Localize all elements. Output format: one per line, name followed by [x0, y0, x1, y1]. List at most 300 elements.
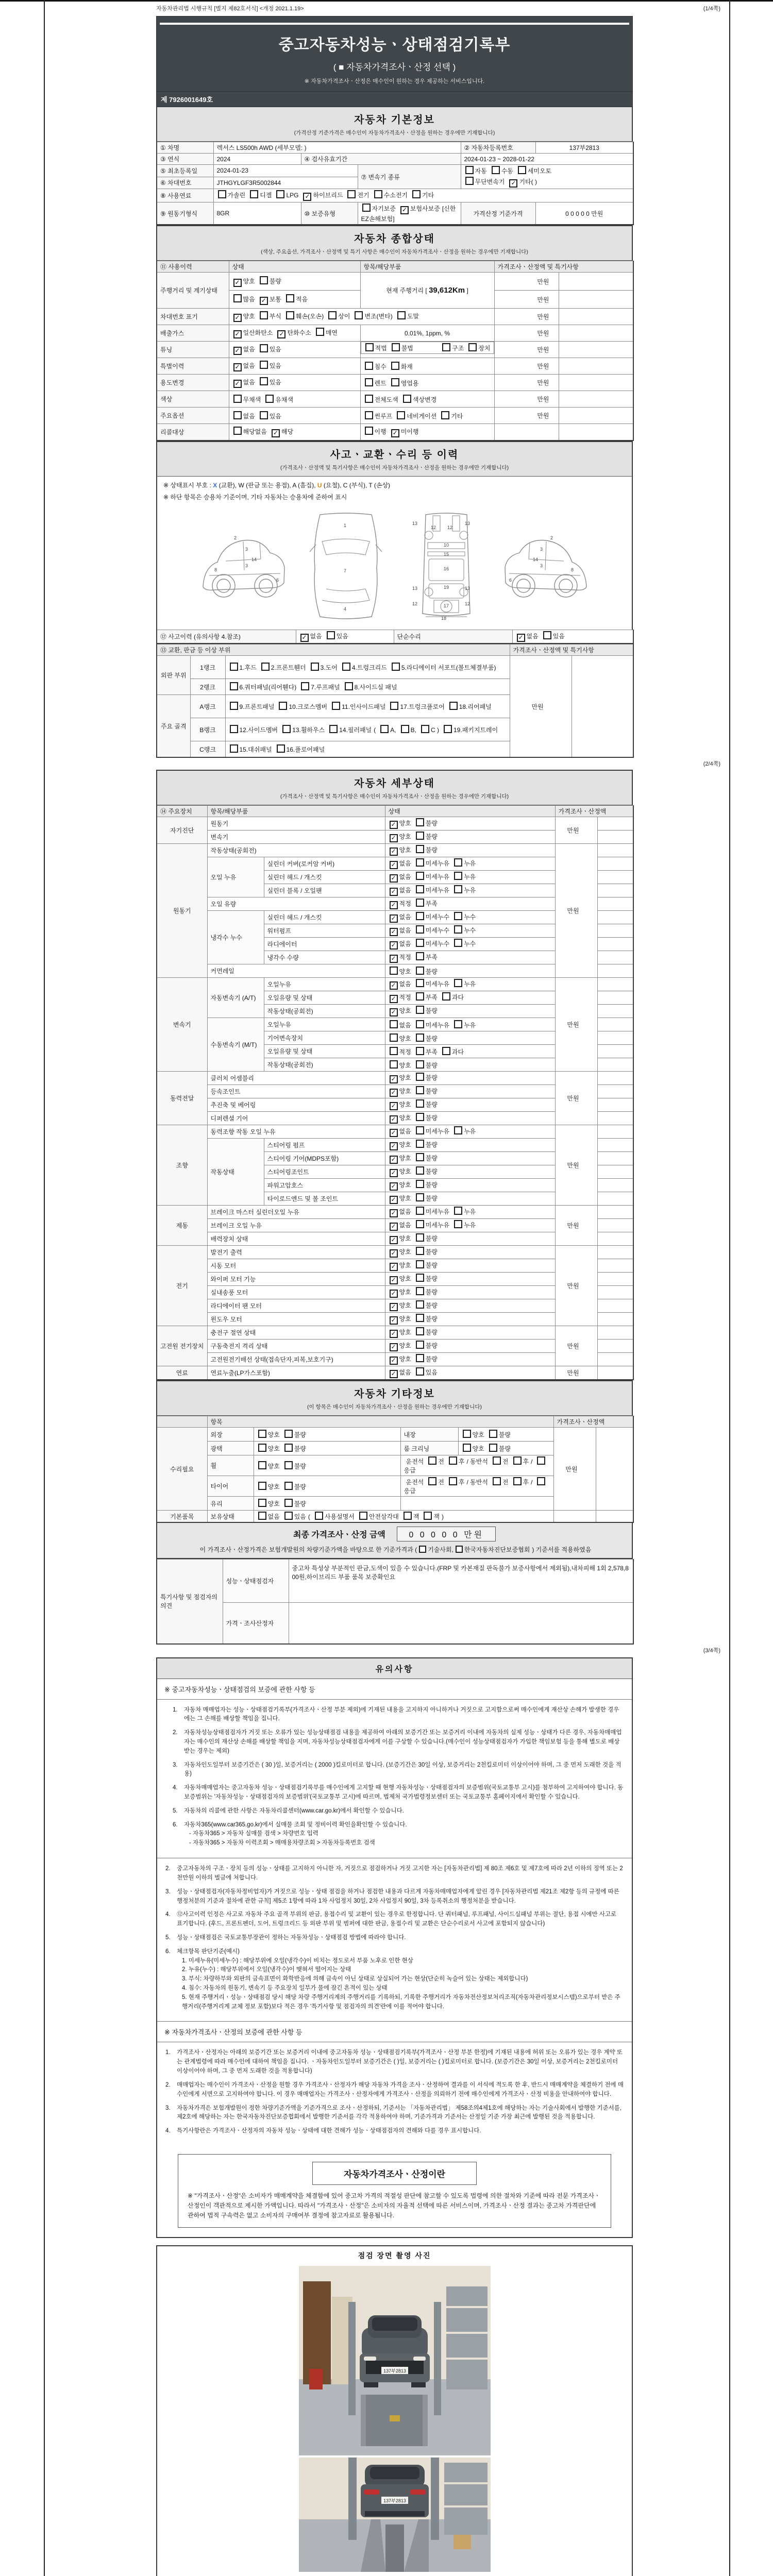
reg-no-value: 137부2813	[535, 142, 633, 154]
checkbox-label: 2.프론트휀더	[271, 664, 306, 671]
detail-table	[156, 805, 634, 1380]
checkbox	[258, 1499, 266, 1507]
table-cell: 만원	[494, 358, 559, 375]
table-row	[157, 358, 633, 375]
header-divider	[160, 23, 629, 25]
checkbox-label: 양호	[399, 1248, 411, 1256]
mileage-text: 현재 주행거리 [	[386, 287, 429, 294]
table-cell	[385, 871, 555, 884]
checkbox: ✓	[390, 1357, 398, 1365]
table-cell: 주행거리 및 계기상태	[157, 273, 229, 309]
checkbox-label: 양호	[267, 1462, 280, 1470]
inline-text: ) 기준서를 적용하였음	[532, 1546, 592, 1553]
warranty-options	[358, 202, 461, 225]
table-row	[157, 342, 633, 358]
checkbox	[465, 177, 474, 185]
checkbox	[537, 1456, 545, 1465]
table-cell	[360, 408, 494, 424]
notice-item	[165, 2081, 624, 2099]
page-marker-3: (3/4쪽)	[703, 1647, 720, 1654]
table-row	[157, 817, 633, 831]
checkbox-label: 적정	[399, 1048, 411, 1056]
checkbox-label: 없음	[243, 346, 255, 353]
checkbox	[390, 967, 398, 975]
exchange-label: ⑬ 교환, 판금 등 이상 부위	[157, 645, 510, 656]
table-cell	[597, 1366, 633, 1380]
notice-sub-line: 4. 침수: 자동차의 원동기, 변속기 등 주요장치 일부가 물에 잠긴 흔적이 있는 상태	[182, 1985, 388, 1991]
first-reg-value: 2024-01-23	[213, 165, 358, 177]
table-cell	[597, 1273, 633, 1286]
checkbox-label: 전	[438, 1479, 444, 1486]
checkbox	[260, 411, 268, 419]
checkbox: ✓	[390, 1075, 398, 1083]
table-cell	[385, 991, 555, 1005]
table-cell: 기어변속장치	[264, 1031, 385, 1045]
checkbox-label: 불량	[425, 1007, 438, 1014]
checkbox	[404, 1512, 412, 1520]
checkbox: ✓	[390, 1303, 398, 1311]
checkbox	[315, 1512, 323, 1520]
legend-segment: ※ 상태표시 부호 :	[163, 482, 213, 489]
table-cell	[254, 1511, 553, 1523]
checkbox: ✓	[390, 981, 398, 990]
checkbox	[301, 682, 309, 690]
checkbox-label: 없음	[243, 362, 255, 369]
table-cell: 오일 유량	[207, 897, 385, 911]
table-cell: 오일 누유	[207, 857, 264, 897]
table-cell: 보유상태	[207, 1511, 254, 1523]
checkbox	[233, 411, 242, 419]
table-cell	[385, 1179, 555, 1192]
svg-text:16: 16	[443, 566, 449, 571]
checkbox	[444, 725, 452, 733]
checkbox	[513, 1477, 522, 1485]
final-price-amount: 0 0 0 0 0 만원	[397, 1527, 496, 1541]
table-cell	[385, 1192, 555, 1206]
table-cell	[597, 1165, 633, 1179]
table-cell	[385, 1165, 555, 1179]
checkbox-label: 불량	[294, 1445, 306, 1452]
checkbox: ✓	[390, 1102, 398, 1110]
table-cell	[385, 844, 555, 857]
checkbox-label: 불량	[294, 1462, 306, 1470]
table-cell	[385, 884, 555, 897]
table-cell	[559, 391, 633, 408]
inline-text: 이 가격조사ㆍ산정가격은 보험개발원의 차량기준가액을 바탕으로 한 기준가격과 (	[199, 1546, 417, 1553]
notice-item-number: 1.	[165, 2049, 171, 2056]
table-cell: 브레이크 오일 누유	[207, 1219, 385, 1232]
checkbox	[454, 939, 462, 947]
table-row	[157, 844, 633, 857]
car-name-value: 렉서스 LS500h AWD (세부모델: )	[213, 142, 461, 154]
table-cell: 충전구 절연 상태	[207, 1326, 385, 1340]
checkbox-label: 안전삼각대	[368, 1513, 399, 1520]
table-cell: 만원	[494, 273, 559, 291]
car-diagram	[194, 510, 596, 622]
checkbox-label: 양호	[399, 1355, 411, 1363]
checkbox: ✓	[390, 1089, 398, 1097]
summary-col-state: 상태	[229, 261, 360, 273]
notice-item-text: 성능ㆍ상태점검자(자동차정비업자)가 거짓으로 성능ㆍ상태 점검을 하거나 점검한 내용과 다르게 자동차매매업자에게 알린 경우 [자동차관리법 제21조 제2항 등의 규정에 따른 행정처분의 기준과 절차에 관한 규칙] 제5조 1항에 따라 1차 사업정지 30일, 2차 사업정지 90일, 3차 등록취소의 행정처분을 받습니다.	[177, 1888, 619, 1904]
notice-item	[165, 1888, 624, 1906]
checkbox-label: 있음	[269, 379, 281, 386]
checkbox-label: 불량	[425, 1355, 438, 1363]
checkbox-label: 부족	[425, 1048, 438, 1056]
notice-item	[165, 2127, 624, 2136]
legend-segment: X	[213, 482, 217, 489]
notice-item	[173, 1706, 624, 1724]
checkbox-label: 없음	[526, 633, 539, 640]
checkbox: ✓	[233, 347, 242, 355]
table-cell	[400, 1497, 553, 1511]
checkbox	[416, 1073, 424, 1081]
checkbox	[454, 885, 462, 893]
table-cell	[559, 358, 633, 375]
checkbox	[489, 1444, 497, 1452]
checkbox-label: 없음	[243, 379, 255, 386]
notice-item-text: 자동차가격은 보험개발원이 정한 차량기준가액을 기준가격으로 조사ㆍ산정하되, 기준서는 「자동차관리법」 제58조의4제1호에 해당하는 자는 기술사회에서 발행한 기준서를, 제2호에 해당하는 자는 한국자동차진단보증협회에서 발행한 기준서를 각각 적용하여야 하며, 기준가격과 기준서는 산정일 기준 가장 최근에 발행된 것을 적용합니다.	[177, 2105, 622, 2121]
table-cell	[597, 1299, 633, 1313]
checkbox-label: 후	[523, 1458, 529, 1465]
exchange-price-label: 가격조사ㆍ산정액 및 특기사항	[510, 645, 633, 656]
svg-text:8: 8	[214, 567, 217, 572]
checkbox	[454, 872, 462, 880]
checkbox-label: 누유	[464, 860, 476, 867]
checkbox-label: 18.리어패널	[459, 703, 492, 710]
checkbox-label: 11.인사이드패널	[342, 703, 386, 710]
checkbox-label: 유채색	[275, 396, 294, 403]
checkbox	[218, 190, 226, 198]
checkbox	[543, 631, 551, 639]
checkbox	[416, 1180, 424, 1188]
checkbox	[454, 858, 462, 867]
table-cell	[385, 897, 555, 911]
checkbox	[230, 702, 238, 710]
checkbox-label: 잭	[433, 1513, 440, 1520]
checkbox-label: 적정	[399, 900, 411, 907]
notice-item-text: 특기사항란은 가격조사ㆍ산정자의 자동차 성능ㆍ상태에 대한 견해가 성능ㆍ상태점검자의 견해와 다를 경우 표시합니다.	[177, 2128, 481, 2134]
checkbox	[416, 1314, 424, 1322]
table-cell: 휠	[207, 1455, 254, 1476]
checkbox-label: 불량	[294, 1483, 306, 1490]
table-row	[157, 978, 633, 991]
table-cell: 만원	[555, 1366, 597, 1380]
notice-item	[165, 1910, 624, 1929]
table-cell: 광택	[207, 1442, 254, 1455]
checkbox: ✓	[390, 928, 398, 936]
checkbox: ✓	[390, 888, 398, 896]
accident-header	[156, 441, 633, 477]
price-survey-info-title: 자동차가격조사ㆍ산정이란	[312, 2162, 477, 2185]
checkbox-label: 화재	[400, 363, 413, 370]
table-cell: 연료누출(LP가스포함)	[207, 1366, 385, 1380]
svg-text:12: 12	[430, 525, 436, 530]
appraiser-comment	[289, 1603, 633, 1644]
checkbox: ✓	[390, 914, 398, 923]
front-plate-text: 137부2813	[383, 2368, 406, 2374]
checkbox	[316, 328, 324, 336]
table-cell	[597, 1246, 633, 1259]
table-row	[157, 1125, 633, 1139]
page-marker-2: (2/4쪽)	[703, 761, 720, 767]
table-cell: 작동상태(공회전)	[207, 844, 385, 857]
checkbox	[362, 204, 371, 212]
accident-notes	[156, 477, 633, 506]
table-cell	[597, 1179, 633, 1192]
table-cell: 제동	[157, 1206, 207, 1246]
table-cell	[229, 273, 360, 291]
table-cell	[385, 1125, 555, 1139]
notice-item-number: 3.	[173, 1761, 178, 1768]
svg-text:3: 3	[540, 563, 543, 568]
checkbox-label: 12.사이드멤버	[239, 726, 278, 734]
checkbox-label: 양호	[399, 820, 411, 827]
checkbox	[493, 1477, 501, 1485]
document-number: 제 7926001649호	[156, 92, 633, 107]
checkbox-label: 누유	[464, 1021, 476, 1029]
checkbox-label: 양호	[399, 846, 411, 854]
table-cell	[229, 375, 360, 391]
checkbox-label: 누유	[464, 1128, 476, 1135]
checkbox-label: 양호	[267, 1483, 280, 1490]
table-cell	[385, 938, 555, 951]
checkbox-label: 양호	[267, 1445, 280, 1452]
accident-history-label: ⑫ 사고이력 (유의사항 4.참조)	[157, 630, 296, 644]
checkbox-label: 수소전기	[383, 192, 408, 199]
table-cell: 만원	[494, 408, 559, 424]
detail-title: 자동차 세부상태	[354, 778, 435, 789]
table-cell	[400, 1455, 553, 1476]
checkbox-label: 썬루프	[374, 412, 393, 420]
checkbox: ✓	[390, 995, 398, 1003]
notice-sub-line: 1. 미세누유(미세누수) : 해당부위에 오일(냉각수)이 비치는 정도로서 부품 노후로 인한 현상	[182, 1957, 413, 1964]
checkbox: ✓	[390, 1223, 398, 1231]
checkbox	[286, 294, 294, 302]
checkbox	[442, 343, 450, 351]
checkbox	[416, 1126, 424, 1134]
photos-title: 점검 장면 촬영 사진	[358, 2251, 431, 2260]
legend-segment: C	[343, 482, 348, 489]
svg-text:17: 17	[443, 603, 449, 608]
table-cell	[361, 342, 494, 354]
table-cell	[385, 1246, 555, 1259]
checkbox-label: 양호	[267, 1500, 280, 1507]
notice-item	[165, 2104, 624, 2123]
vin-label: ⑥ 차대번호	[157, 177, 213, 189]
checkbox-label: 적정	[399, 954, 411, 961]
table-cell: 오일유량 및 상태	[264, 1045, 385, 1058]
checkbox: ✓	[390, 834, 398, 842]
table-cell: 실린더 헤드 / 개스킷	[264, 911, 385, 924]
table-row	[157, 1428, 633, 1442]
notice-item-number: 4.	[165, 1911, 171, 1918]
table-cell	[597, 1313, 633, 1326]
final-price-label: 최종 가격조사ㆍ산정 금액	[293, 1531, 385, 1539]
checkbox	[416, 1113, 424, 1121]
checkbox	[416, 992, 424, 1001]
table-row	[157, 273, 633, 291]
notice-item-number: 2.	[165, 2081, 171, 2088]
checkbox-label: 해당없음	[243, 428, 267, 435]
document-title: 중고자동차성능ㆍ상태점검기록부	[278, 37, 511, 54]
table-cell: 고전원 전기장치	[157, 1326, 207, 1366]
price-survey-info-text: ※ "가격조사ㆍ산정"은 소비자가 매매계약을 체결함에 있어 중고차 가격의 적절성 판단에 참고할 수 있도록 법령에 의한 절차와 기준에 따라 전문 가격조사ㆍ산정인이 객관적으로 제시한 가액입니다. 따라서 "가격조사ㆍ산정"은 소비자의 자율적 선택에 따른 서비스이며, 가격조사ㆍ산정 결과는 중고차 가격판단에 관하여 법적 구속력은 없고 소비자의 구매여부 결정에 참고자료로 활용됩니다.	[188, 2192, 600, 2219]
checkbox-label: 불량	[498, 1445, 511, 1452]
table-cell	[597, 1286, 633, 1299]
table-cell	[225, 718, 510, 741]
legend-segment: (판금 또는 용접),	[244, 482, 293, 489]
table-cell	[597, 1085, 633, 1098]
checkbox-label: 부족	[425, 994, 438, 1001]
checkbox	[449, 1477, 457, 1485]
fuel-label: ⑧ 사용연료	[157, 189, 213, 202]
checkbox	[284, 1430, 293, 1438]
checkbox	[442, 992, 450, 1001]
table-cell	[385, 1232, 555, 1246]
exchange-panel-table	[156, 644, 634, 758]
checkbox-label: 없음	[399, 1369, 411, 1376]
notice-sec2-items	[157, 1858, 632, 2022]
table-cell: 디퍼렌셜 기어	[207, 1112, 385, 1125]
checkbox	[454, 1207, 462, 1215]
checkbox-label: 양호	[399, 1061, 411, 1069]
checkbox: ✓	[390, 1142, 398, 1150]
checkbox-label: 기타	[451, 412, 463, 420]
checkbox	[359, 1512, 367, 1520]
checkbox-label: 불량	[425, 1141, 438, 1148]
document-header	[156, 16, 633, 92]
table-cell: 자동변속기 (A/T)	[207, 978, 264, 1018]
table-cell: 파워고압호스	[264, 1179, 385, 1192]
checkbox-label: 불량	[425, 1248, 438, 1256]
table-cell: 주요옵션	[157, 408, 229, 424]
checkbox	[391, 378, 399, 386]
checkbox-label: 없음	[243, 412, 255, 420]
checkbox-label: 양호	[399, 1262, 411, 1269]
summary-body	[157, 273, 633, 441]
checkbox	[416, 885, 424, 893]
notice-item-text: 성능ㆍ상태점검은 국토교통부장관이 정하는 자동차성능ㆍ상태점검 방법에 따라야 합니다.	[177, 1934, 406, 1941]
checkbox: ✓	[390, 1249, 398, 1258]
checkbox-label: 침수	[374, 363, 386, 370]
checkbox-label: 양호	[243, 277, 255, 285]
simple-repair-label: 단순수리	[394, 630, 512, 644]
other-header	[156, 1380, 633, 1416]
table-cell: 만원	[555, 978, 597, 1072]
notice-item-text: 자동차 매매업자는 성능ㆍ상태점검기록부(가격조사ㆍ산정 부분 제외)에 기재된 내용을 고지하지 아니하거나 거짓으로 고지함으로써 매수인에게 재산상 손해가 발생한 경우에는 그 손해를 배상할 책임을 집니다.	[184, 1706, 619, 1722]
notice-item-number: 4.	[173, 1785, 178, 1791]
summary-col-item: 항목/해당부품	[360, 261, 494, 273]
checkbox: ✓	[233, 279, 242, 287]
checkbox: ✓	[390, 1316, 398, 1325]
table-cell: 유리	[207, 1497, 254, 1511]
checkbox: ✓	[390, 1156, 398, 1164]
checkbox-label: B,	[410, 726, 416, 734]
checkbox: ✓	[390, 941, 398, 950]
checkbox	[465, 166, 474, 174]
basic-info-subtitle: (가격산정 기준가격은 매수인이 자동차가격조사ㆍ산정을 원하는 경우에만 기재합니다)	[294, 130, 495, 136]
table-row	[157, 309, 633, 325]
transmission-options	[461, 165, 633, 189]
summary-title: 자동차 종합상태	[354, 233, 435, 245]
checkbox-label: 많음	[243, 295, 255, 303]
checkbox: ✓	[390, 1370, 398, 1378]
checkbox	[365, 427, 373, 435]
table-cell	[229, 391, 360, 408]
table-cell	[225, 741, 510, 758]
table-cell: 워터펌프	[264, 924, 385, 938]
table-cell: 룸 크리닝	[400, 1442, 458, 1455]
table-cell: 고전원전기배선 상태(접속단자,피복,보호기구)	[207, 1353, 385, 1366]
table-cell	[597, 1139, 633, 1152]
table-cell: 라디에이터	[264, 938, 385, 951]
checkbox-label: 잭	[413, 1513, 419, 1520]
checkbox	[416, 1341, 424, 1349]
checkbox	[279, 702, 287, 710]
checkbox	[428, 1477, 436, 1485]
checkbox-label: 누수	[464, 913, 476, 921]
svg-text:14: 14	[532, 557, 538, 562]
checkbox-label: 누수	[464, 940, 476, 947]
svg-text:10: 10	[443, 543, 449, 548]
service-note: ※ 자동차가격조사ㆍ산정은 매수인이 원하는 경우 제공하는 서비스입니다.	[304, 78, 485, 84]
checkbox	[518, 166, 526, 174]
table-cell	[229, 358, 360, 375]
base-price-value: 0 0 0 0 0 만원	[535, 202, 633, 225]
table-cell	[229, 342, 360, 358]
table-cell: 시동 모터	[207, 1259, 385, 1273]
inline-text: [신한EZ손해보험]	[361, 205, 456, 223]
table-cell	[559, 273, 633, 291]
checkbox-label: 10.크로스멤버	[289, 703, 328, 710]
checkbox	[328, 311, 337, 319]
checkbox	[412, 190, 421, 198]
checkbox: ✓	[300, 634, 309, 642]
accident-history-options	[296, 630, 394, 644]
checkbox	[365, 411, 373, 419]
checkbox	[276, 190, 284, 198]
price-survey-info-box	[178, 2154, 611, 2228]
checkbox	[441, 411, 449, 419]
checkbox-label: 미세누수	[425, 927, 450, 934]
checkbox	[416, 1166, 424, 1175]
checkbox-label: 없음	[399, 940, 411, 947]
checkbox: ✓	[400, 206, 409, 214]
table-cell: C랭크	[190, 741, 225, 758]
checkbox-label: 불량	[269, 277, 281, 285]
table-cell	[385, 1098, 555, 1112]
table-cell	[385, 1031, 555, 1045]
checkbox-label: 4.트렁크리드	[351, 664, 387, 671]
table-cell: 내장	[400, 1428, 458, 1442]
checkbox-label: 탄화수소	[287, 329, 311, 336]
table-cell: 튜닝	[157, 342, 229, 358]
checkbox: ✓	[390, 1276, 398, 1284]
checkbox: ✓	[260, 297, 268, 305]
checkbox-label: 없음	[399, 887, 411, 894]
checkbox-label: 불량	[425, 1155, 438, 1162]
checkbox-label: 적정	[399, 994, 411, 1001]
checkbox-label: 불량	[425, 846, 438, 854]
checkbox-label: 양호	[399, 1195, 411, 1202]
table-cell: 조향	[157, 1125, 207, 1206]
checkbox: ✓	[277, 330, 285, 338]
checkbox-label: 불량	[498, 1431, 511, 1438]
checkbox	[492, 166, 500, 174]
notice-item-number: 4.	[165, 2128, 171, 2134]
table-cell	[385, 857, 555, 871]
other-col-blank	[157, 1416, 207, 1428]
